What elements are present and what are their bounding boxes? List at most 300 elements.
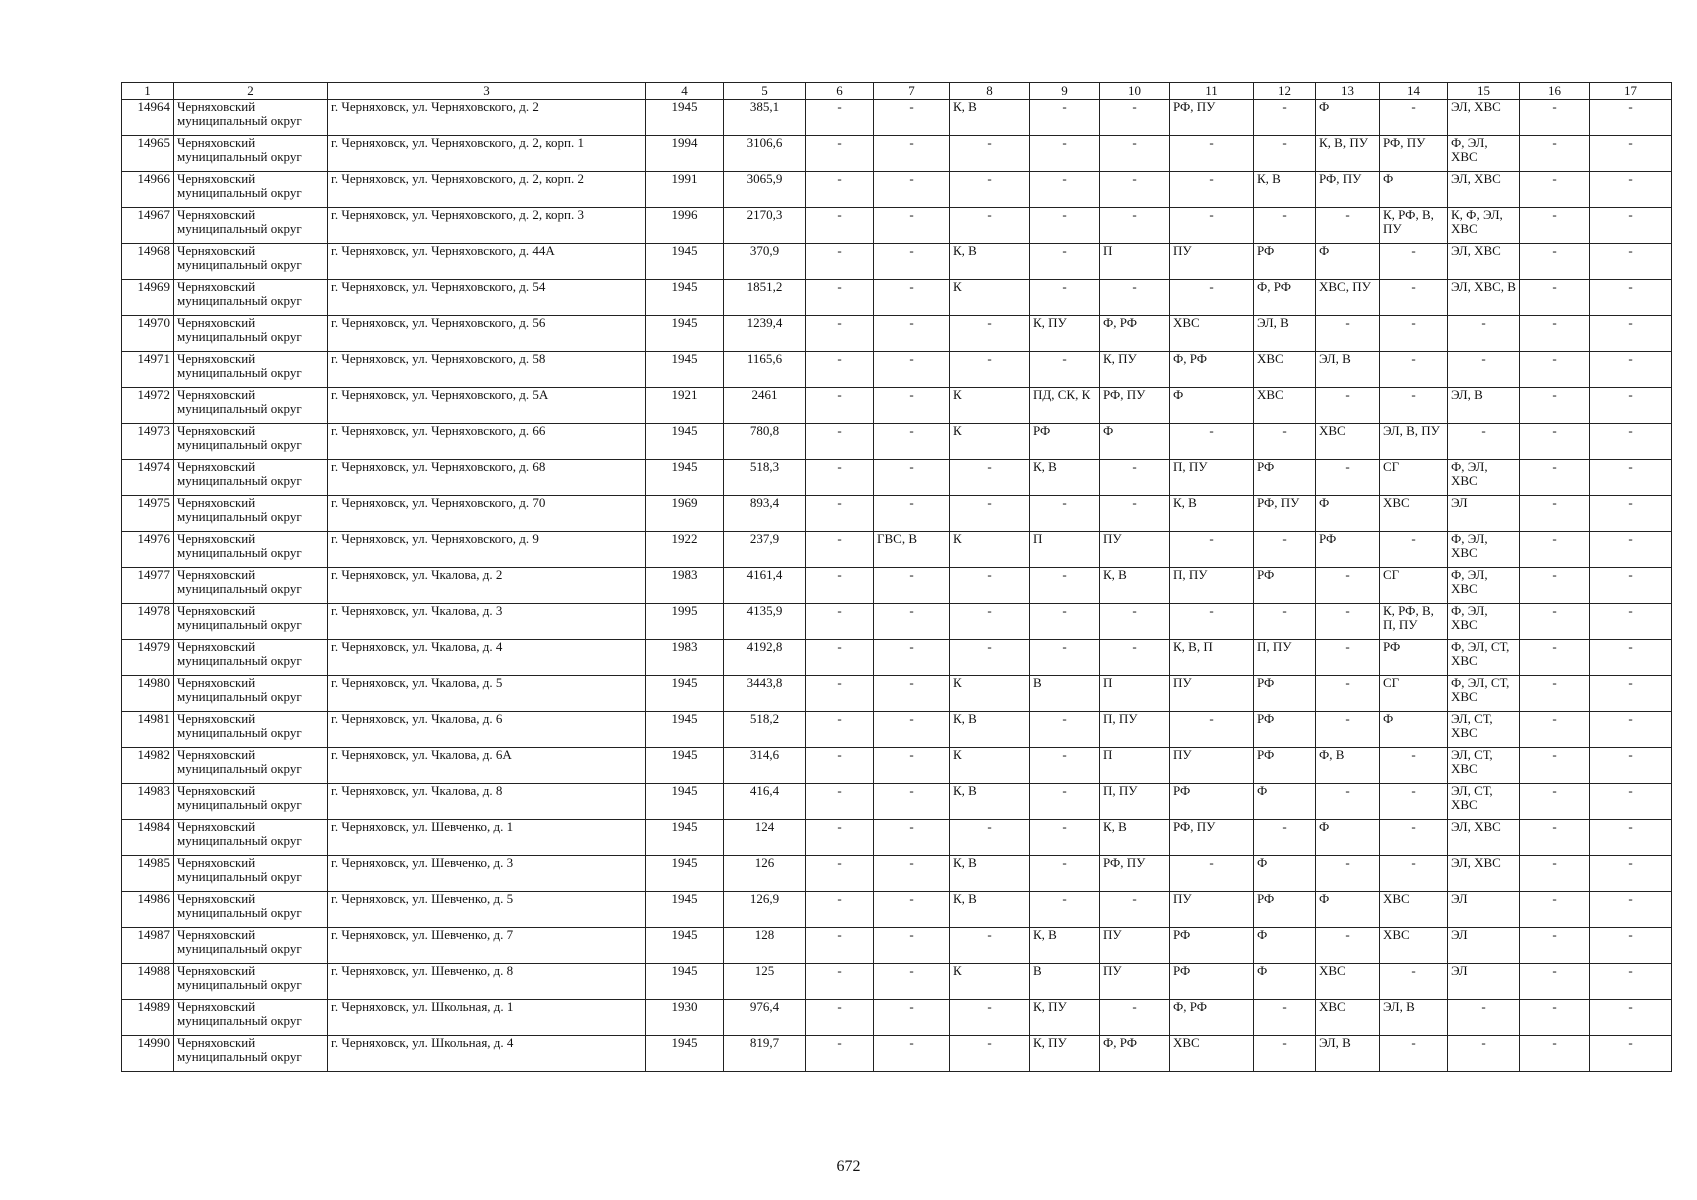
col-8-cell: К, В — [950, 712, 1030, 748]
col-7-cell: - — [874, 640, 950, 676]
col-16-cell: - — [1520, 460, 1590, 496]
column-number-header: 1 — [122, 83, 174, 100]
col-11-cell: Ф, РФ — [1170, 1000, 1254, 1036]
area-cell: 4135,9 — [724, 604, 806, 640]
area-cell: 370,9 — [724, 244, 806, 280]
col-15-cell: ЭЛ, В — [1448, 388, 1520, 424]
address-cell: г. Черняховск, ул. Черняховского, д. 56 — [328, 316, 646, 352]
col-14-cell: - — [1380, 856, 1448, 892]
col-16-cell: - — [1520, 892, 1590, 928]
municipality-cell: Черняховский муниципальный округ — [174, 424, 328, 460]
table-row — [122, 676, 1672, 712]
year-built-cell: 1945 — [646, 244, 724, 280]
year-built-cell: 1969 — [646, 496, 724, 532]
col-11-cell: РФ — [1170, 964, 1254, 1000]
municipality-cell: Черняховский муниципальный округ — [174, 208, 328, 244]
col-11-cell: - — [1170, 604, 1254, 640]
area-cell: 416,4 — [724, 784, 806, 820]
col-8-cell: - — [950, 136, 1030, 172]
col-16-cell: - — [1520, 280, 1590, 316]
municipality-cell: Черняховский муниципальный округ — [174, 316, 328, 352]
col-13-cell: - — [1316, 928, 1380, 964]
col-17-cell: - — [1590, 964, 1672, 1000]
col-17-cell: - — [1590, 172, 1672, 208]
year-built-cell: 1983 — [646, 568, 724, 604]
record-number-cell: 14964 — [122, 100, 174, 136]
col-11-cell: П, ПУ — [1170, 460, 1254, 496]
record-number-cell: 14989 — [122, 1000, 174, 1036]
area-cell: 2461 — [724, 388, 806, 424]
col-7-cell: - — [874, 964, 950, 1000]
col-15-cell: К, Ф, ЭЛ, ХВС — [1448, 208, 1520, 244]
col-13-cell: Ф — [1316, 892, 1380, 928]
column-number-header: 15 — [1448, 83, 1520, 100]
col-15-cell: ЭЛ, ХВС — [1448, 856, 1520, 892]
col-15-cell: ЭЛ, ХВС — [1448, 820, 1520, 856]
col-6-cell: - — [806, 604, 874, 640]
col-16-cell: - — [1520, 532, 1590, 568]
col-9-cell: РФ — [1030, 424, 1100, 460]
year-built-cell: 1945 — [646, 748, 724, 784]
record-number-cell: 14966 — [122, 172, 174, 208]
col-14-cell: ХВС — [1380, 928, 1448, 964]
table-row — [122, 244, 1672, 280]
col-6-cell: - — [806, 100, 874, 136]
area-cell: 124 — [724, 820, 806, 856]
municipality-cell: Черняховский муниципальный округ — [174, 172, 328, 208]
column-number-header: 7 — [874, 83, 950, 100]
col-13-cell: - — [1316, 784, 1380, 820]
col-8-cell: - — [950, 604, 1030, 640]
col-15-cell: ЭЛ — [1448, 964, 1520, 1000]
municipality-cell: Черняховский муниципальный округ — [174, 100, 328, 136]
col-13-cell: ЭЛ, В — [1316, 1036, 1380, 1072]
col-15-cell: ЭЛ, ХВС — [1448, 172, 1520, 208]
col-17-cell: - — [1590, 388, 1672, 424]
col-6-cell: - — [806, 172, 874, 208]
col-10-cell: ПУ — [1100, 532, 1170, 568]
col-6-cell: - — [806, 640, 874, 676]
address-cell: г. Черняховск, ул. Черняховского, д. 5А — [328, 388, 646, 424]
col-9-cell: К, В — [1030, 460, 1100, 496]
col-16-cell: - — [1520, 316, 1590, 352]
municipality-cell: Черняховский муниципальный округ — [174, 604, 328, 640]
col-17-cell: - — [1590, 352, 1672, 388]
record-number-cell: 14972 — [122, 388, 174, 424]
col-16-cell: - — [1520, 352, 1590, 388]
col-9-cell: В — [1030, 964, 1100, 1000]
col-9-cell: - — [1030, 280, 1100, 316]
municipality-cell: Черняховский муниципальный округ — [174, 784, 328, 820]
col-11-cell: К, В — [1170, 496, 1254, 532]
col-15-cell: ЭЛ, ХВС — [1448, 244, 1520, 280]
municipality-cell: Черняховский муниципальный округ — [174, 712, 328, 748]
address-cell: г. Черняховск, ул. Чкалова, д. 4 — [328, 640, 646, 676]
col-6-cell: - — [806, 1036, 874, 1072]
table-row — [122, 352, 1672, 388]
col-12-cell: РФ — [1254, 244, 1316, 280]
col-6-cell: - — [806, 892, 874, 928]
col-17-cell: - — [1590, 928, 1672, 964]
col-11-cell: П, ПУ — [1170, 568, 1254, 604]
col-17-cell: - — [1590, 748, 1672, 784]
municipality-cell: Черняховский муниципальный округ — [174, 280, 328, 316]
col-15-cell: Ф, ЭЛ, ХВС — [1448, 604, 1520, 640]
col-11-cell: ПУ — [1170, 244, 1254, 280]
col-11-cell: - — [1170, 136, 1254, 172]
address-cell: г. Черняховск, ул. Черняховского, д. 58 — [328, 352, 646, 388]
col-15-cell: Ф, ЭЛ, ХВС — [1448, 568, 1520, 604]
col-8-cell: - — [950, 172, 1030, 208]
address-cell: г. Черняховск, ул. Чкалова, д. 5 — [328, 676, 646, 712]
col-10-cell: - — [1100, 892, 1170, 928]
col-17-cell: - — [1590, 820, 1672, 856]
col-16-cell: - — [1520, 136, 1590, 172]
col-13-cell: ХВС — [1316, 1000, 1380, 1036]
col-7-cell: - — [874, 748, 950, 784]
record-number-cell: 14982 — [122, 748, 174, 784]
col-12-cell: ХВС — [1254, 352, 1316, 388]
address-cell: г. Черняховск, ул. Чкалова, д. 6А — [328, 748, 646, 784]
col-7-cell: - — [874, 856, 950, 892]
col-11-cell: - — [1170, 712, 1254, 748]
col-10-cell: К, В — [1100, 820, 1170, 856]
col-17-cell: - — [1590, 640, 1672, 676]
col-16-cell: - — [1520, 820, 1590, 856]
column-number-header: 2 — [174, 83, 328, 100]
col-15-cell: Ф, ЭЛ, ХВС — [1448, 532, 1520, 568]
col-16-cell: - — [1520, 424, 1590, 460]
col-16-cell: - — [1520, 604, 1590, 640]
col-12-cell: РФ — [1254, 892, 1316, 928]
area-cell: 1851,2 — [724, 280, 806, 316]
col-13-cell: - — [1316, 712, 1380, 748]
table-row — [122, 136, 1672, 172]
col-13-cell: - — [1316, 316, 1380, 352]
col-7-cell: - — [874, 1036, 950, 1072]
col-16-cell: - — [1520, 244, 1590, 280]
col-12-cell: - — [1254, 1000, 1316, 1036]
municipality-cell: Черняховский муниципальный округ — [174, 964, 328, 1000]
municipality-cell: Черняховский муниципальный округ — [174, 1036, 328, 1072]
year-built-cell: 1945 — [646, 676, 724, 712]
col-14-cell: - — [1380, 532, 1448, 568]
area-cell: 518,2 — [724, 712, 806, 748]
column-number-header: 12 — [1254, 83, 1316, 100]
col-10-cell: П — [1100, 748, 1170, 784]
table-row — [122, 172, 1672, 208]
col-14-cell: - — [1380, 244, 1448, 280]
col-14-cell: К, РФ, В, ПУ — [1380, 208, 1448, 244]
col-8-cell: К — [950, 676, 1030, 712]
record-number-cell: 14990 — [122, 1036, 174, 1072]
year-built-cell: 1995 — [646, 604, 724, 640]
col-13-cell: ЭЛ, В — [1316, 352, 1380, 388]
col-9-cell: - — [1030, 208, 1100, 244]
col-15-cell: - — [1448, 424, 1520, 460]
year-built-cell: 1921 — [646, 388, 724, 424]
area-cell: 976,4 — [724, 1000, 806, 1036]
col-8-cell: К — [950, 748, 1030, 784]
col-16-cell: - — [1520, 496, 1590, 532]
address-cell: г. Черняховск, ул. Чкалова, д. 8 — [328, 784, 646, 820]
column-number-header: 11 — [1170, 83, 1254, 100]
col-9-cell: К, ПУ — [1030, 1036, 1100, 1072]
table-row — [122, 1000, 1672, 1036]
column-number-header: 8 — [950, 83, 1030, 100]
col-9-cell: - — [1030, 136, 1100, 172]
table-row — [122, 424, 1672, 460]
municipality-cell: Черняховский муниципальный округ — [174, 820, 328, 856]
col-7-cell: - — [874, 244, 950, 280]
col-17-cell: - — [1590, 532, 1672, 568]
col-6-cell: - — [806, 748, 874, 784]
municipality-cell: Черняховский муниципальный округ — [174, 532, 328, 568]
col-17-cell: - — [1590, 424, 1672, 460]
col-10-cell: Ф, РФ — [1100, 316, 1170, 352]
col-9-cell: - — [1030, 856, 1100, 892]
col-7-cell: ГВС, В — [874, 532, 950, 568]
record-number-cell: 14975 — [122, 496, 174, 532]
col-9-cell: - — [1030, 496, 1100, 532]
col-8-cell: - — [950, 208, 1030, 244]
col-6-cell: - — [806, 784, 874, 820]
record-number-cell: 14986 — [122, 892, 174, 928]
municipality-cell: Черняховский муниципальный округ — [174, 136, 328, 172]
col-13-cell: ХВС — [1316, 964, 1380, 1000]
col-17-cell: - — [1590, 568, 1672, 604]
col-15-cell: ЭЛ — [1448, 928, 1520, 964]
table-row — [122, 856, 1672, 892]
column-number-header: 4 — [646, 83, 724, 100]
area-cell: 237,9 — [724, 532, 806, 568]
col-9-cell: - — [1030, 640, 1100, 676]
year-built-cell: 1983 — [646, 640, 724, 676]
col-8-cell: К — [950, 424, 1030, 460]
col-13-cell: Ф — [1316, 820, 1380, 856]
col-6-cell: - — [806, 676, 874, 712]
col-8-cell: К — [950, 532, 1030, 568]
col-12-cell: - — [1254, 424, 1316, 460]
record-number-cell: 14977 — [122, 568, 174, 604]
col-14-cell: - — [1380, 316, 1448, 352]
col-6-cell: - — [806, 424, 874, 460]
col-12-cell: Ф, РФ — [1254, 280, 1316, 316]
column-number-header: 17 — [1590, 83, 1672, 100]
record-number-cell: 14970 — [122, 316, 174, 352]
col-10-cell: П — [1100, 244, 1170, 280]
municipality-cell: Черняховский муниципальный округ — [174, 676, 328, 712]
column-number-header: 13 — [1316, 83, 1380, 100]
col-17-cell: - — [1590, 676, 1672, 712]
col-15-cell: Ф, ЭЛ, ХВС — [1448, 460, 1520, 496]
record-number-cell: 14978 — [122, 604, 174, 640]
col-15-cell: - — [1448, 1000, 1520, 1036]
col-14-cell: - — [1380, 352, 1448, 388]
table-row — [122, 712, 1672, 748]
col-7-cell: - — [874, 676, 950, 712]
col-9-cell: В — [1030, 676, 1100, 712]
col-15-cell: ЭЛ, СТ, ХВС — [1448, 712, 1520, 748]
col-13-cell: - — [1316, 388, 1380, 424]
address-cell: г. Черняховск, ул. Черняховского, д. 44А — [328, 244, 646, 280]
address-cell: г. Черняховск, ул. Черняховского, д. 2, корп. 3 — [328, 208, 646, 244]
col-17-cell: - — [1590, 1036, 1672, 1072]
col-14-cell: Ф — [1380, 712, 1448, 748]
col-12-cell: ЭЛ, В — [1254, 316, 1316, 352]
area-cell: 126,9 — [724, 892, 806, 928]
col-8-cell: К, В — [950, 856, 1030, 892]
year-built-cell: 1945 — [646, 280, 724, 316]
record-number-cell: 14981 — [122, 712, 174, 748]
col-9-cell: - — [1030, 604, 1100, 640]
col-15-cell: Ф, ЭЛ, СТ, ХВС — [1448, 640, 1520, 676]
col-15-cell: - — [1448, 352, 1520, 388]
col-13-cell: - — [1316, 208, 1380, 244]
col-12-cell: РФ — [1254, 568, 1316, 604]
col-8-cell: - — [950, 928, 1030, 964]
record-number-cell: 14983 — [122, 784, 174, 820]
col-6-cell: - — [806, 388, 874, 424]
col-17-cell: - — [1590, 856, 1672, 892]
col-11-cell: ХВС — [1170, 316, 1254, 352]
col-11-cell: - — [1170, 856, 1254, 892]
record-number-cell: 14973 — [122, 424, 174, 460]
col-9-cell: - — [1030, 244, 1100, 280]
col-10-cell: К, В — [1100, 568, 1170, 604]
col-14-cell: Ф — [1380, 172, 1448, 208]
col-17-cell: - — [1590, 496, 1672, 532]
col-6-cell: - — [806, 136, 874, 172]
table-row — [122, 568, 1672, 604]
address-cell: г. Черняховск, ул. Шевченко, д. 1 — [328, 820, 646, 856]
col-16-cell: - — [1520, 676, 1590, 712]
col-9-cell: - — [1030, 100, 1100, 136]
col-10-cell: П, ПУ — [1100, 712, 1170, 748]
col-12-cell: Ф — [1254, 964, 1316, 1000]
record-number-cell: 14976 — [122, 532, 174, 568]
col-14-cell: - — [1380, 820, 1448, 856]
col-12-cell: К, В — [1254, 172, 1316, 208]
year-built-cell: 1945 — [646, 1036, 724, 1072]
table-row — [122, 496, 1672, 532]
record-number-cell: 14984 — [122, 820, 174, 856]
year-built-cell: 1945 — [646, 460, 724, 496]
col-17-cell: - — [1590, 892, 1672, 928]
col-7-cell: - — [874, 892, 950, 928]
col-14-cell: ЭЛ, В — [1380, 1000, 1448, 1036]
col-17-cell: - — [1590, 244, 1672, 280]
col-8-cell: К, В — [950, 784, 1030, 820]
municipality-cell: Черняховский муниципальный округ — [174, 748, 328, 784]
page-number: 672 — [836, 1158, 861, 1175]
col-7-cell: - — [874, 496, 950, 532]
col-16-cell: - — [1520, 1000, 1590, 1036]
col-14-cell: - — [1380, 748, 1448, 784]
col-7-cell: - — [874, 1000, 950, 1036]
col-12-cell: - — [1254, 532, 1316, 568]
address-cell: г. Черняховск, ул. Черняховского, д. 54 — [328, 280, 646, 316]
col-6-cell: - — [806, 460, 874, 496]
col-6-cell: - — [806, 712, 874, 748]
col-9-cell: К, ПУ — [1030, 316, 1100, 352]
col-6-cell: - — [806, 280, 874, 316]
col-13-cell: РФ — [1316, 532, 1380, 568]
col-12-cell: - — [1254, 100, 1316, 136]
address-cell: г. Черняховск, ул. Чкалова, д. 3 — [328, 604, 646, 640]
col-7-cell: - — [874, 100, 950, 136]
address-cell: г. Черняховск, ул. Чкалова, д. 2 — [328, 568, 646, 604]
table-row — [122, 100, 1672, 136]
col-8-cell: К, В — [950, 892, 1030, 928]
col-12-cell: РФ — [1254, 712, 1316, 748]
col-10-cell: - — [1100, 1000, 1170, 1036]
col-16-cell: - — [1520, 1036, 1590, 1072]
col-16-cell: - — [1520, 928, 1590, 964]
year-built-cell: 1945 — [646, 784, 724, 820]
col-12-cell: РФ, ПУ — [1254, 496, 1316, 532]
col-6-cell: - — [806, 856, 874, 892]
column-number-header: 10 — [1100, 83, 1170, 100]
address-cell: г. Черняховск, ул. Черняховского, д. 2, корп. 1 — [328, 136, 646, 172]
col-15-cell: Ф, ЭЛ, ХВС — [1448, 136, 1520, 172]
table-row — [122, 388, 1672, 424]
column-number-header: 6 — [806, 83, 874, 100]
col-16-cell: - — [1520, 640, 1590, 676]
col-8-cell: К — [950, 388, 1030, 424]
col-7-cell: - — [874, 352, 950, 388]
record-number-cell: 14971 — [122, 352, 174, 388]
col-6-cell: - — [806, 1000, 874, 1036]
col-14-cell: ХВС — [1380, 892, 1448, 928]
col-14-cell: РФ — [1380, 640, 1448, 676]
col-12-cell: РФ — [1254, 460, 1316, 496]
area-cell: 128 — [724, 928, 806, 964]
address-cell: г. Черняховск, ул. Черняховского, д. 2, корп. 2 — [328, 172, 646, 208]
col-8-cell: - — [950, 352, 1030, 388]
col-13-cell: Ф — [1316, 496, 1380, 532]
table-row — [122, 604, 1672, 640]
col-8-cell: - — [950, 316, 1030, 352]
col-12-cell: - — [1254, 1036, 1316, 1072]
col-8-cell: - — [950, 1036, 1030, 1072]
col-7-cell: - — [874, 820, 950, 856]
address-cell: г. Черняховск, ул. Шевченко, д. 8 — [328, 964, 646, 1000]
col-14-cell: СГ — [1380, 460, 1448, 496]
table-row — [122, 460, 1672, 496]
col-16-cell: - — [1520, 964, 1590, 1000]
col-11-cell: Ф, РФ — [1170, 352, 1254, 388]
col-9-cell: ПД, СК, К — [1030, 388, 1100, 424]
record-number-cell: 14967 — [122, 208, 174, 244]
col-11-cell: РФ, ПУ — [1170, 100, 1254, 136]
col-13-cell: РФ, ПУ — [1316, 172, 1380, 208]
col-13-cell: Ф — [1316, 244, 1380, 280]
col-12-cell: - — [1254, 604, 1316, 640]
col-14-cell: - — [1380, 784, 1448, 820]
municipality-cell: Черняховский муниципальный округ — [174, 352, 328, 388]
col-11-cell: - — [1170, 424, 1254, 460]
col-6-cell: - — [806, 352, 874, 388]
col-6-cell: - — [806, 496, 874, 532]
area-cell: 4192,8 — [724, 640, 806, 676]
table-row — [122, 208, 1672, 244]
municipality-cell: Черняховский муниципальный округ — [174, 568, 328, 604]
col-17-cell: - — [1590, 460, 1672, 496]
table-row — [122, 280, 1672, 316]
col-15-cell: ЭЛ — [1448, 496, 1520, 532]
col-14-cell: - — [1380, 100, 1448, 136]
